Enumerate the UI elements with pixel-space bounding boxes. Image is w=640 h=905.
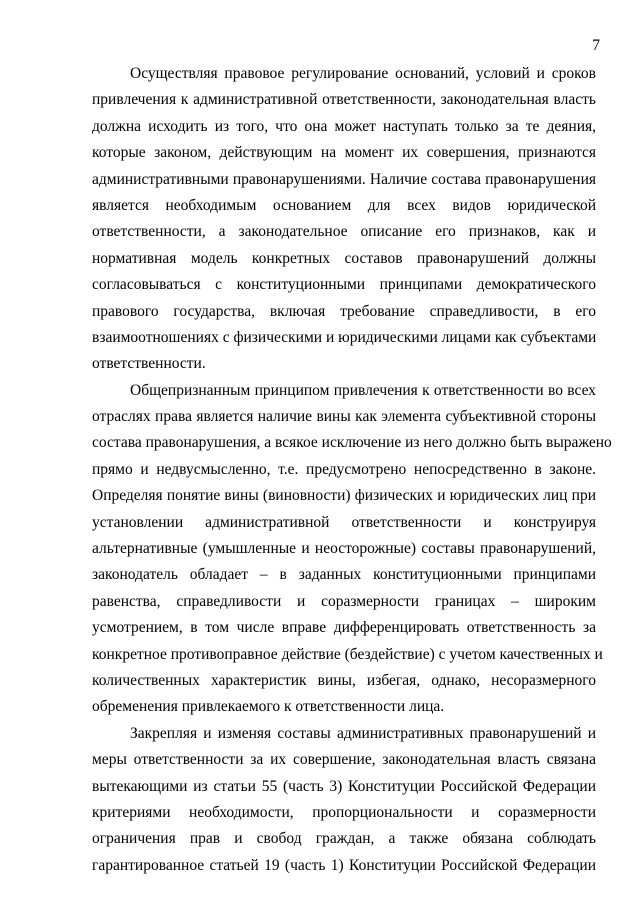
text-line: количественных характеристик вины, избегая, однако, несоразмерного xyxy=(92,671,596,689)
text-line: усмотрением, в том числе вправе дифференцировать ответственность за xyxy=(92,619,596,637)
text-line: нормативная модель конкретных составов правонарушений должны xyxy=(92,249,596,267)
paragraph-3 xyxy=(92,721,596,879)
text-line: установлении административной ответственности и конструируя xyxy=(92,513,596,531)
paragraph-2 xyxy=(92,378,612,721)
text-line: меры ответственности за их совершение, законодательная власть связана xyxy=(92,751,596,769)
text-line: прямо и недвусмысленно, т.е. предусмотрено непосредственно в законе. xyxy=(92,460,596,478)
text-line: отраслях права является наличие вины как элемента субъективной стороны xyxy=(92,408,596,426)
text-line: Определяя понятие вины (виновности) физических и юридических лиц при xyxy=(92,487,596,505)
page-number: 7 xyxy=(592,37,600,54)
text-line: гарантированное статьей 19 (часть 1) Конституции Российской Федерации xyxy=(92,856,596,874)
text-line: ответственности, а законодательное описание его признаков, как и xyxy=(92,223,596,241)
text-line: должна исходить из того, что она может наступать только за те деяния, xyxy=(92,117,596,135)
text-line: согласовываться с конституционными принципами демократического xyxy=(92,276,596,294)
text-line: Осуществляя правовое регулирование оснований, условий и сроков xyxy=(130,65,596,82)
text-line: конкретное противоправное действие (бездействие) с учетом качественных и xyxy=(92,645,603,663)
text-line: правового государства, включая требование справедливости, в его xyxy=(92,302,596,320)
text-line: альтернативные (умышленные и неосторожные) составы правонарушений, xyxy=(92,540,596,558)
text-line: является необходимым основанием для всех видов юридической xyxy=(92,196,596,214)
text-line: состава правонарушения, а всякое исключение из него должно быть выражено xyxy=(92,434,612,452)
text-line: административными правонарушениями. Наличие состава правонарушения xyxy=(92,170,596,188)
text-line: обременения привлекаемого к ответственности лица. xyxy=(92,698,445,716)
text-line: ограничения прав и свобод граждан, а также обязана соблюдать xyxy=(92,830,596,848)
text-line: привлечения к административной ответственности, законодательная власть xyxy=(92,91,596,109)
text-line: Общепризнанным принципом привлечения к ответственности во всех xyxy=(130,381,596,399)
text-line: критериями необходимости, пропорциональности и соразмерности xyxy=(92,803,596,821)
text-line: ответственности. xyxy=(92,355,206,373)
text-line: законодатель обладает – в заданных конституционными принципами xyxy=(92,566,596,584)
text-line: равенства, справедливости и соразмерности границах – широким xyxy=(92,592,596,610)
text-line: Закрепляя и изменяя составы административных правонарушений и xyxy=(130,724,596,742)
text-line: вытекающими из статьи 55 (часть 3) Конституции Российской Федерации xyxy=(92,777,596,795)
body-text xyxy=(92,61,612,879)
paragraph-1 xyxy=(92,61,596,378)
text-line: взаимоотношениях с физическими и юридическими лицами как субъектами xyxy=(92,328,597,346)
text-line: которые законом, действующим на момент их совершения, признаются xyxy=(92,144,596,162)
